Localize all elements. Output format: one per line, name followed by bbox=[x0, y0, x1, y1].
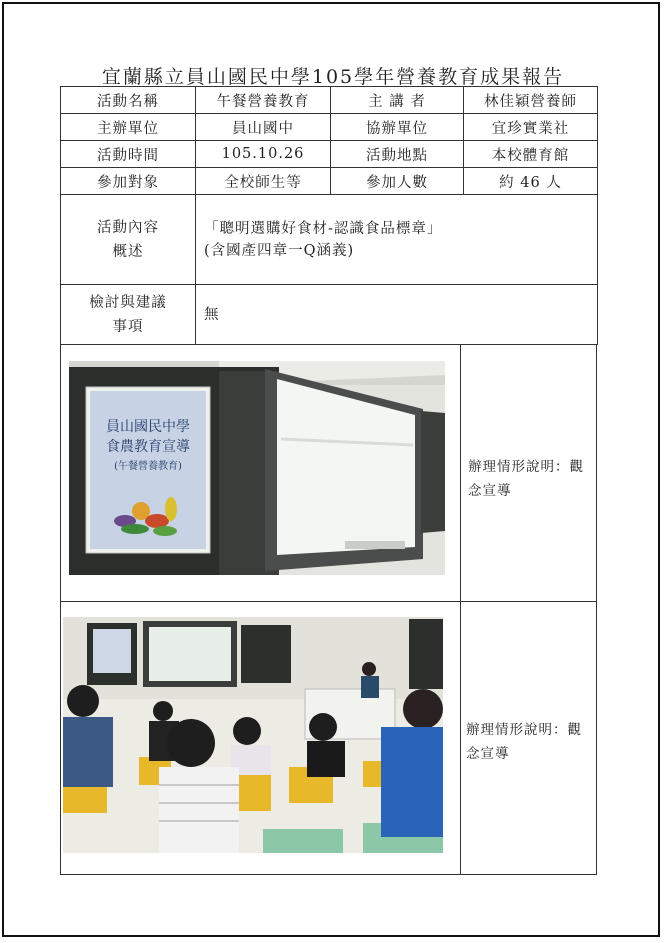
photo2-caption bbox=[466, 718, 594, 766]
value-participant-count: 約 46 人 bbox=[464, 168, 598, 195]
label-participants: 參加對象 bbox=[61, 168, 196, 195]
poster-line-1: 員山國民中學 bbox=[106, 419, 190, 435]
poster-line-3: (午餐營養教育) bbox=[114, 461, 182, 472]
activity-info-table bbox=[60, 86, 598, 345]
label-location: 活動地點 bbox=[331, 141, 464, 168]
value-speaker: 林佳穎營養師 bbox=[464, 87, 598, 114]
label-content-line: 概述 bbox=[112, 243, 144, 260]
label-review-line: 檢討與建議 bbox=[89, 294, 167, 311]
content-line: (含國產四章一Q涵義) bbox=[204, 242, 355, 259]
value-content-summary bbox=[196, 195, 598, 285]
label-co-organizer: 協辦單位 bbox=[331, 114, 464, 141]
label-review-line: 事項 bbox=[112, 318, 144, 335]
report-title: 宜蘭縣立員山國民中學105學年營養教育成果報告 bbox=[101, 66, 565, 88]
table-row bbox=[61, 168, 598, 195]
value-activity-name: 午餐營養教育 bbox=[196, 87, 331, 114]
table-row bbox=[61, 141, 598, 168]
value-participants: 全校師生等 bbox=[196, 168, 331, 195]
label-speaker: 主 講 者 bbox=[331, 87, 464, 114]
table-row bbox=[61, 195, 598, 285]
photo-audience-image bbox=[63, 617, 443, 853]
value-co-organizer: 宜珍實業社 bbox=[464, 114, 598, 141]
caption-line: 辦理情形說明：觀 bbox=[468, 459, 584, 475]
value-location: 本校體育館 bbox=[464, 141, 598, 168]
caption-line: 辦理情形說明：觀 bbox=[466, 722, 582, 738]
table-row bbox=[61, 114, 598, 141]
poster-line-2: 食農教育宣導 bbox=[106, 439, 190, 455]
photo-audience bbox=[63, 617, 443, 853]
caption-line: 念宣導 bbox=[468, 483, 512, 499]
label-review bbox=[61, 285, 196, 345]
photo-classroom-board-image bbox=[69, 361, 445, 575]
photo-poster-board bbox=[69, 361, 445, 575]
label-activity-time: 活動時間 bbox=[61, 141, 196, 168]
photo-section bbox=[60, 345, 597, 875]
content-line: 「聰明選購好食材-認識食品標章」 bbox=[204, 220, 443, 237]
value-organizer: 員山國中 bbox=[196, 114, 331, 141]
value-activity-time: 105.10.26 bbox=[196, 141, 331, 168]
food-education-poster bbox=[86, 387, 210, 553]
label-organizer: 主辦單位 bbox=[61, 114, 196, 141]
caption-line: 念宣導 bbox=[466, 746, 510, 762]
photo1-caption bbox=[468, 455, 594, 503]
table-row bbox=[61, 285, 598, 345]
label-content-line: 活動內容 bbox=[97, 219, 159, 236]
label-activity-name: 活動名稱 bbox=[61, 87, 196, 114]
table-row bbox=[61, 87, 598, 114]
value-review: 無 bbox=[196, 285, 598, 345]
label-content-summary bbox=[61, 195, 196, 285]
label-participant-count: 參加人數 bbox=[331, 168, 464, 195]
